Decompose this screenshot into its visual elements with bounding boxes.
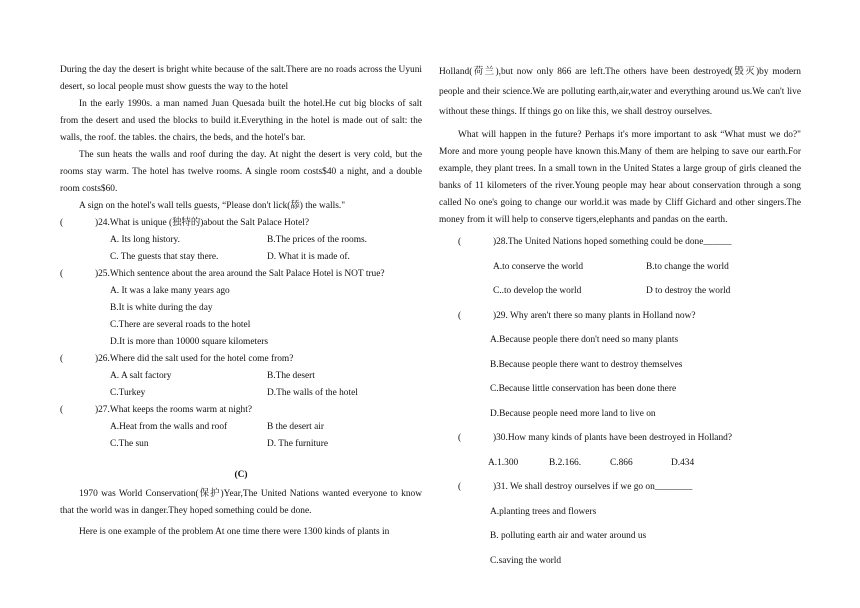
question-28 [439, 232, 801, 254]
option-a: A.1.300 [488, 457, 519, 468]
question-text: )25.Which sentence about the area around the Salt Palace Hotel is NOT true? [95, 269, 385, 279]
question-text: )28.The United Nations hoped something could be done______ [493, 237, 732, 247]
option-a: A. A salt factory [110, 371, 172, 381]
right-column [439, 62, 801, 572]
option-b: B. polluting earth air and water around us [490, 531, 647, 541]
answer-blank[interactable]: ( [458, 433, 462, 443]
options-row [60, 232, 422, 249]
options-row [439, 453, 801, 475]
option-d: D. The furniture [267, 439, 329, 449]
option-b: B.The prices of the rooms. [267, 235, 367, 245]
question-text: )30.How many kinds of plants have been destroyed in Holland? [493, 433, 733, 443]
paragraph: The sun heats the walls and roof during the day. At night the desert is very cold, but the rooms stay warm. The hotel has twelve rooms. A single room costs$40 a night, and a double room costs$60. [60, 150, 422, 194]
question-31 [439, 477, 801, 499]
options-row [60, 249, 422, 266]
option-c: C.Turkey [110, 388, 146, 398]
options-row [60, 419, 422, 436]
section-title: (C) [234, 470, 248, 480]
option-d: D.434 [671, 457, 695, 468]
option-c: C..to develop the world [493, 286, 582, 296]
option-c: C.There are several roads to the hotel [110, 320, 251, 330]
option-b: B.The desert [267, 371, 315, 381]
answer-blank[interactable]: ( [458, 237, 462, 247]
answer-blank[interactable]: ( [60, 269, 64, 279]
paragraph: What will happen in the future? Perhaps it's more important to ask “What must we do?" More and more young people have known this.Many of them are helping to save our earth.For example, they plant trees. In a small town in the United States a large group of girls cleaned the banks of 11 kilometers of the river.Young people may hear about conservation through a song called No one's going to change our world.it was made by Cliff Gichard and other singers.The money from it will help to conserve tigers,elephants and pandas on the earth. [439, 130, 801, 225]
question-25 [60, 266, 422, 283]
option-b: B.Because people there want to destroy themselves [490, 359, 683, 370]
option-d: D.The walls of the hotel [267, 388, 358, 398]
paragraph: Holland(荷兰),but now only 866 are left.The others have been destroyed(毁灭)by modern people and their science.We are polluting earth,air,water and everything around us.We can't live without these things. If things go on like this, we shall destroy ourselves. [439, 67, 801, 117]
question-30 [439, 428, 801, 450]
paragraph: During the day the desert is bright white because of the salt.There are no roads across the Uyuni desert, so local people must show guests the way to the hotel [60, 65, 422, 92]
question-26 [60, 351, 422, 368]
question-27 [60, 402, 422, 419]
answer-blank[interactable]: ( [458, 482, 462, 492]
question-text: )29. Why aren't there so many plants in Holland now? [493, 310, 696, 321]
answer-blank[interactable]: ( [60, 218, 64, 228]
question-24 [60, 215, 422, 232]
option-a: A.to conserve the world [493, 261, 584, 272]
option-a: A.Because people there don't need so many plants [490, 335, 679, 345]
option-a: A. Its long history. [110, 235, 180, 245]
options-row [60, 436, 422, 453]
paragraph: 1970 was World Conservation(保护)Year,The United Nations wanted everyone to know that the world was in danger.They hoped something could be done. [60, 489, 422, 516]
options-row [60, 368, 422, 385]
question-29 [439, 306, 801, 328]
options-row [60, 385, 422, 402]
option-d: D.Because people need more land to live on [490, 408, 656, 419]
option-b: B the desert air [267, 422, 325, 432]
option-c: C.866 [610, 457, 633, 468]
question-text: )27.What keeps the rooms warm at night? [95, 405, 252, 415]
option-b: B.It is white during the day [110, 303, 213, 313]
paragraph: In the early 1990s. a man named Juan Quesada built the hotel.He cut big blocks of salt from the desert and used the blocks to build it.Everything in the hotel is made out of salt: the walls, the roof. the tables. the chairs, the beds, and the hotel's bar. [60, 99, 422, 143]
option-d: D.It is more than 10000 square kilometers [110, 337, 269, 347]
question-text: )26.Where did the salt used for the hotel come from? [95, 354, 294, 364]
option-d: D. What it is made of. [267, 252, 350, 262]
left-column [60, 62, 422, 541]
option-c: C. The guests that stay there. [110, 252, 219, 262]
option-c: C.The sun [110, 439, 149, 449]
question-text: )24.What is unique (独特的)about the Salt Palace Hotel? [95, 218, 310, 228]
option-b: B.2.166. [549, 457, 582, 468]
answer-blank[interactable]: ( [60, 405, 64, 415]
question-text: )31. We shall destroy ourselves if we go on________ [493, 482, 693, 492]
option-c: C.saving the world [490, 555, 562, 566]
paragraph: A sign on the hotel's wall tells guests, “Please don't lick(舔) the walls." [79, 201, 346, 211]
option-a: A. It was a lake many years ago [110, 286, 230, 296]
option-a: A.planting trees and flowers [490, 506, 597, 517]
options-row [439, 281, 801, 303]
option-d: D to destroy the world [646, 286, 731, 296]
options-row [439, 257, 801, 279]
answer-blank[interactable]: ( [60, 354, 64, 364]
answer-blank[interactable]: ( [458, 310, 462, 321]
option-c: C.Because little conservation has been done there [490, 384, 677, 394]
option-b: B.to change the world [646, 261, 729, 272]
paragraph: Here is one example of the problem At one time there were 1300 kinds of plants in [79, 527, 390, 537]
option-a: A.Heat from the walls and roof [110, 422, 228, 432]
